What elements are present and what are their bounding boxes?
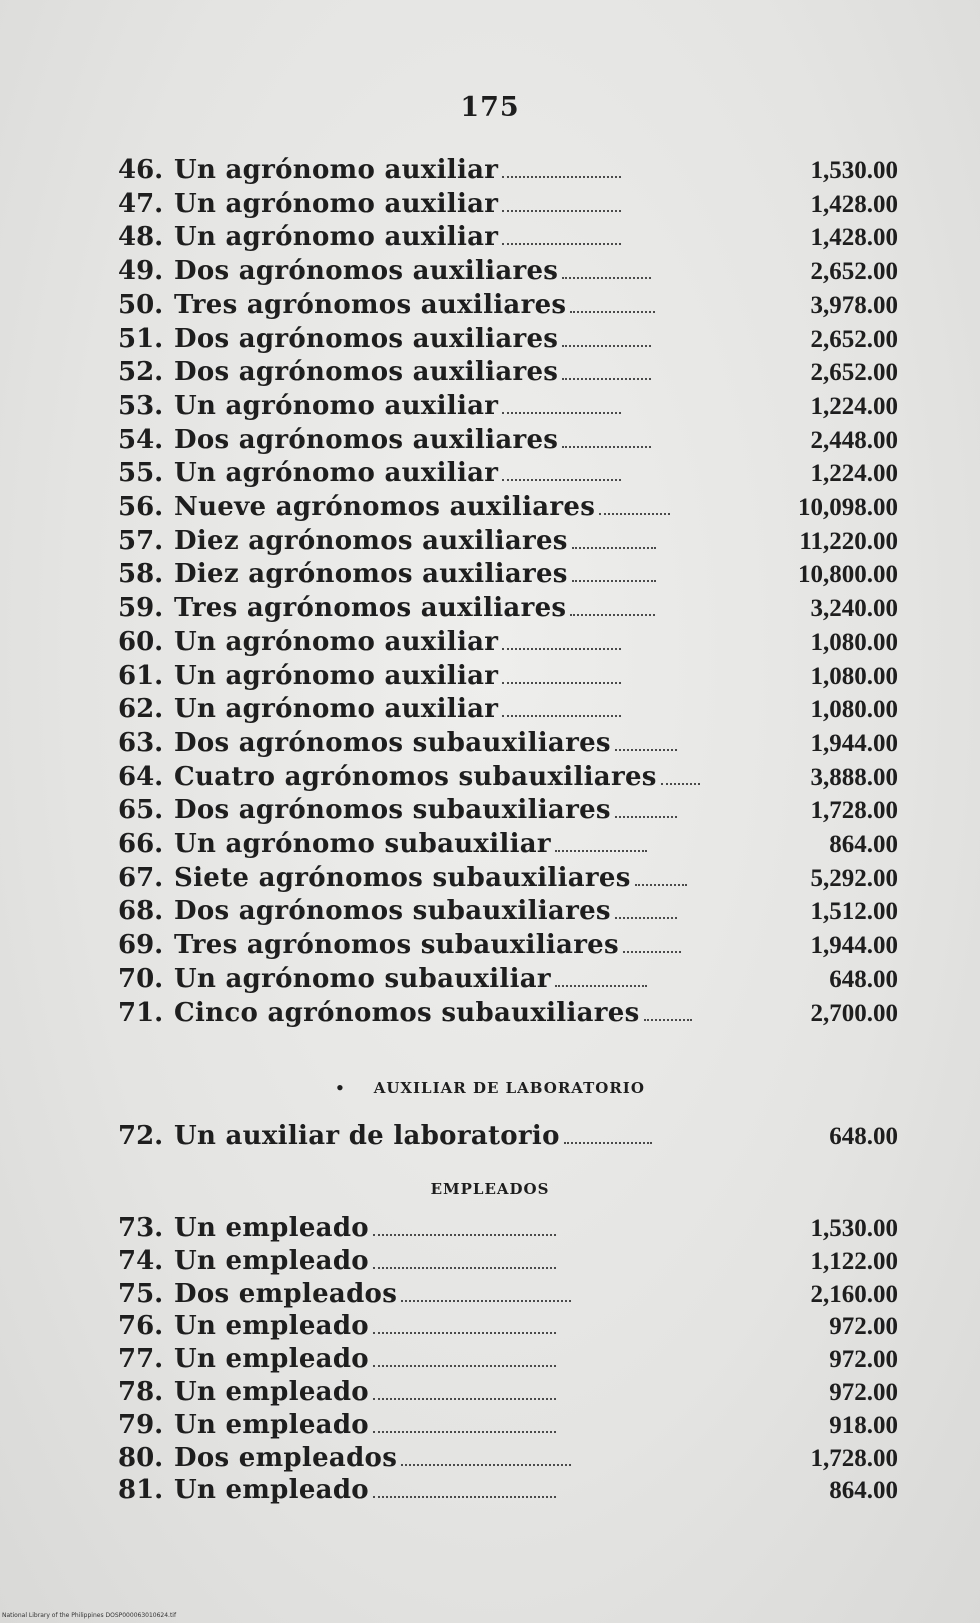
row-amount: 2,700.00: [810, 999, 898, 1027]
row-amount: 10,098.00: [798, 494, 899, 521]
row-description: Un agrónomo auxiliar: [174, 155, 499, 185]
budget-row: [118, 828, 898, 860]
row-number: 58.: [118, 559, 164, 590]
row-amount: 2,652.00: [810, 258, 898, 286]
row-amount: 1,122.00: [810, 1247, 899, 1275]
dot-leader: [502, 715, 621, 717]
dot-leader: [562, 277, 651, 279]
dot-leader: [555, 985, 648, 987]
row-number: 72.: [118, 1121, 164, 1151]
row-amount: 1,944.00: [810, 932, 898, 960]
row-number: 56.: [118, 492, 164, 522]
row-amount: 1,224.00: [810, 392, 898, 420]
budget-row: [118, 289, 898, 321]
row-description: Cinco agrónomos subauxiliares: [174, 997, 640, 1028]
dot-leader: [373, 1365, 557, 1367]
dot-leader: [564, 1142, 652, 1144]
row-amount: 1,080.00: [810, 662, 898, 690]
row-number: 77.: [118, 1344, 164, 1375]
row-number: 76.: [118, 1311, 164, 1342]
dot-leader: [373, 1398, 557, 1400]
budget-row: [118, 1278, 898, 1310]
row-description: Siete agrónomos subauxiliares: [174, 862, 631, 893]
row-number: 62.: [118, 694, 164, 725]
row-amount: 1,944.00: [810, 729, 899, 757]
row-amount: 972.00: [829, 1313, 899, 1341]
budget-row: [118, 1442, 898, 1474]
budget-row: [118, 424, 898, 456]
row-number: 50.: [118, 289, 164, 320]
budget-row: [118, 727, 898, 759]
budget-row: [118, 255, 898, 287]
dot-leader: [502, 243, 621, 245]
budget-row: [118, 895, 898, 927]
dot-leader: [635, 884, 688, 886]
budget-row: [118, 963, 898, 995]
row-number: 74.: [118, 1245, 164, 1276]
row-amount: 2,652.00: [810, 359, 898, 387]
budget-row: [118, 862, 898, 894]
budget-row: [118, 390, 898, 422]
row-amount: 3,240.00: [810, 595, 899, 623]
row-description: Dos agrónomos subauxiliares: [174, 896, 611, 927]
dot-leader: [373, 1496, 557, 1498]
dot-leader: [502, 479, 621, 481]
budget-row: [118, 929, 898, 961]
dot-leader: [570, 614, 655, 616]
row-description: Dos agrónomos auxiliares: [174, 256, 559, 287]
row-amount: 918.00: [829, 1411, 899, 1439]
row-number: 70.: [118, 963, 164, 994]
row-number: 75.: [118, 1278, 164, 1309]
row-amount: 1,530.00: [810, 1215, 899, 1242]
section-heading-empleados: [0, 1180, 980, 1198]
row-description: Un agrónomo auxiliar: [174, 626, 499, 657]
row-description: Un agrónomo subauxiliar: [174, 963, 551, 994]
row-number: 81.: [118, 1475, 164, 1506]
budget-row: [118, 626, 898, 658]
row-number: 61.: [118, 660, 164, 691]
budget-row: [118, 997, 898, 1029]
row-description: Dos agrónomos auxiliares: [174, 323, 559, 354]
row-number: 69.: [118, 930, 164, 961]
row-number: 55.: [118, 458, 164, 489]
row-description: Un agrónomo auxiliar: [174, 222, 499, 253]
row-amount: 1,428.00: [810, 224, 898, 252]
dot-leader: [401, 1464, 570, 1466]
dot-leader: [562, 345, 651, 347]
row-number: 54.: [118, 424, 164, 455]
budget-row: [118, 1474, 898, 1506]
dot-leader: [644, 1019, 692, 1021]
row-amount: 864.00: [829, 1477, 899, 1505]
budget-row: [118, 794, 898, 826]
section-title-empleados: EMPLEADOS: [430, 1180, 550, 1198]
row-description: Diez agrónomos auxiliares: [174, 525, 568, 556]
dot-leader: [615, 749, 678, 751]
budget-row: [118, 558, 898, 590]
dot-leader: [562, 446, 651, 448]
dot-leader: [623, 951, 682, 953]
dot-leader: [401, 1300, 570, 1302]
dot-leader: [599, 513, 669, 515]
section-heading-laboratorio: [0, 1079, 980, 1097]
dot-leader: [502, 648, 621, 650]
dot-leader: [502, 682, 621, 684]
bullet-mark: •: [335, 1079, 346, 1097]
budget-row: [118, 356, 898, 388]
row-number: 47.: [118, 188, 164, 219]
row-number: 59.: [118, 593, 164, 624]
row-number: 57.: [118, 525, 164, 556]
row-description: Diez agrónomos auxiliares: [174, 559, 568, 590]
budget-row: [118, 457, 898, 489]
row-description: Dos empleados: [174, 1278, 398, 1309]
row-amount: 3,978.00: [810, 291, 899, 319]
row-amount: 1,224.00: [810, 460, 898, 488]
row-amount: 1,080.00: [810, 696, 898, 724]
dot-leader: [502, 176, 621, 178]
row-number: 46.: [118, 155, 164, 185]
dot-leader: [615, 816, 678, 818]
budget-row: [118, 491, 898, 523]
row-number: 71.: [118, 997, 164, 1028]
budget-row: [118, 1212, 898, 1244]
budget-row: [118, 1376, 898, 1408]
row-description: Dos empleados: [174, 1442, 398, 1473]
dot-leader: [562, 378, 651, 380]
dot-leader: [502, 412, 621, 414]
row-number: 67.: [118, 862, 164, 893]
row-description: Un empleado: [174, 1475, 369, 1506]
row-description: Dos agrónomos subauxiliares: [174, 727, 611, 758]
row-description: Un agrónomo auxiliar: [174, 390, 499, 421]
row-amount: 3,888.00: [810, 763, 899, 791]
page-number: 175: [460, 92, 520, 123]
row-amount: 648.00: [829, 965, 898, 993]
row-description: Un empleado: [174, 1213, 369, 1243]
dot-leader: [373, 1234, 557, 1236]
row-number: 51.: [118, 323, 164, 354]
row-amount: 864.00: [829, 831, 898, 858]
row-number: 64.: [118, 761, 164, 792]
dot-leader: [555, 850, 648, 852]
dot-leader: [373, 1431, 557, 1433]
row-description: Un auxiliar de laboratorio: [174, 1121, 560, 1151]
row-description: Un empleado: [174, 1377, 369, 1407]
dot-leader: [615, 917, 678, 919]
row-number: 73.: [118, 1213, 164, 1243]
budget-row: [118, 1120, 898, 1152]
row-amount: 972.00: [829, 1346, 899, 1374]
row-description: Dos agrónomos subauxiliares: [174, 795, 611, 826]
budget-row: [118, 1245, 898, 1277]
budget-row: [118, 1343, 898, 1375]
row-number: 60.: [118, 626, 164, 657]
row-amount: 2,448.00: [810, 426, 898, 454]
row-number: 65.: [118, 795, 164, 826]
row-amount: 1,428.00: [810, 190, 898, 218]
row-amount: 10,800.00: [798, 561, 898, 589]
row-number: 48.: [118, 222, 164, 253]
budget-row: [118, 660, 898, 692]
row-amount: 1,512.00: [810, 898, 899, 926]
budget-row: [118, 1310, 898, 1342]
row-description: Un agrónomo auxiliar: [174, 660, 499, 691]
budget-row: [118, 761, 898, 793]
row-description: Tres agrónomos auxiliares: [174, 593, 567, 624]
row-description: Nueve agrónomos auxiliares: [174, 492, 596, 522]
row-number: 52.: [118, 357, 164, 388]
budget-row: [118, 323, 898, 355]
budget-row: [118, 525, 898, 557]
row-amount: 2,160.00: [810, 1280, 899, 1308]
dot-leader: [572, 547, 656, 549]
row-number: 63.: [118, 727, 164, 758]
dot-leader: [502, 210, 621, 212]
row-description: Un empleado: [174, 1344, 369, 1375]
row-description: Un agrónomo subauxiliar: [174, 829, 551, 859]
section-title-laboratorio: AUXILIAR DE LABORATORIO: [373, 1079, 645, 1097]
row-number: 79.: [118, 1409, 164, 1440]
budget-row: [118, 188, 898, 220]
row-number: 53.: [118, 390, 164, 421]
row-description: Un agrónomo auxiliar: [174, 458, 499, 489]
row-description: Un agrónomo auxiliar: [174, 188, 499, 219]
budget-row: [118, 693, 898, 725]
row-amount: 648.00: [829, 1123, 898, 1150]
row-amount: 11,220.00: [799, 527, 898, 555]
archive-footer: National Library of the Philippines DOSP000063010624.tif: [2, 1612, 177, 1619]
budget-row: [118, 592, 898, 624]
budget-row: [118, 221, 898, 253]
row-description: Un empleado: [174, 1409, 369, 1440]
row-amount: 2,652.00: [810, 325, 898, 353]
row-number: 68.: [118, 896, 164, 927]
dot-leader: [572, 580, 656, 582]
budget-row: [118, 154, 898, 186]
row-description: Un empleado: [174, 1245, 369, 1276]
row-description: Un empleado: [174, 1311, 369, 1342]
row-amount: 1,728.00: [810, 797, 899, 825]
row-description: Tres agrónomos auxiliares: [174, 289, 567, 320]
row-number: 49.: [118, 256, 164, 287]
row-number: 80.: [118, 1442, 164, 1473]
row-amount: 1,080.00: [810, 628, 898, 656]
row-amount: 1,728.00: [810, 1444, 899, 1472]
row-description: Dos agrónomos auxiliares: [174, 424, 559, 455]
dot-leader: [373, 1267, 557, 1269]
row-amount: 1,530.00: [810, 157, 898, 184]
dot-leader: [373, 1332, 557, 1334]
row-number: 78.: [118, 1377, 164, 1407]
dot-leader: [570, 311, 655, 313]
row-description: Dos agrónomos auxiliares: [174, 357, 559, 388]
row-description: Cuatro agrónomos subauxiliares: [174, 761, 657, 792]
budget-row: [118, 1409, 898, 1441]
row-number: 66.: [118, 829, 164, 859]
dot-leader: [661, 783, 701, 785]
row-amount: 5,292.00: [810, 864, 898, 892]
row-amount: 972.00: [829, 1379, 899, 1406]
row-description: Un agrónomo auxiliar: [174, 694, 499, 725]
row-description: Tres agrónomos subauxiliares: [174, 930, 619, 961]
